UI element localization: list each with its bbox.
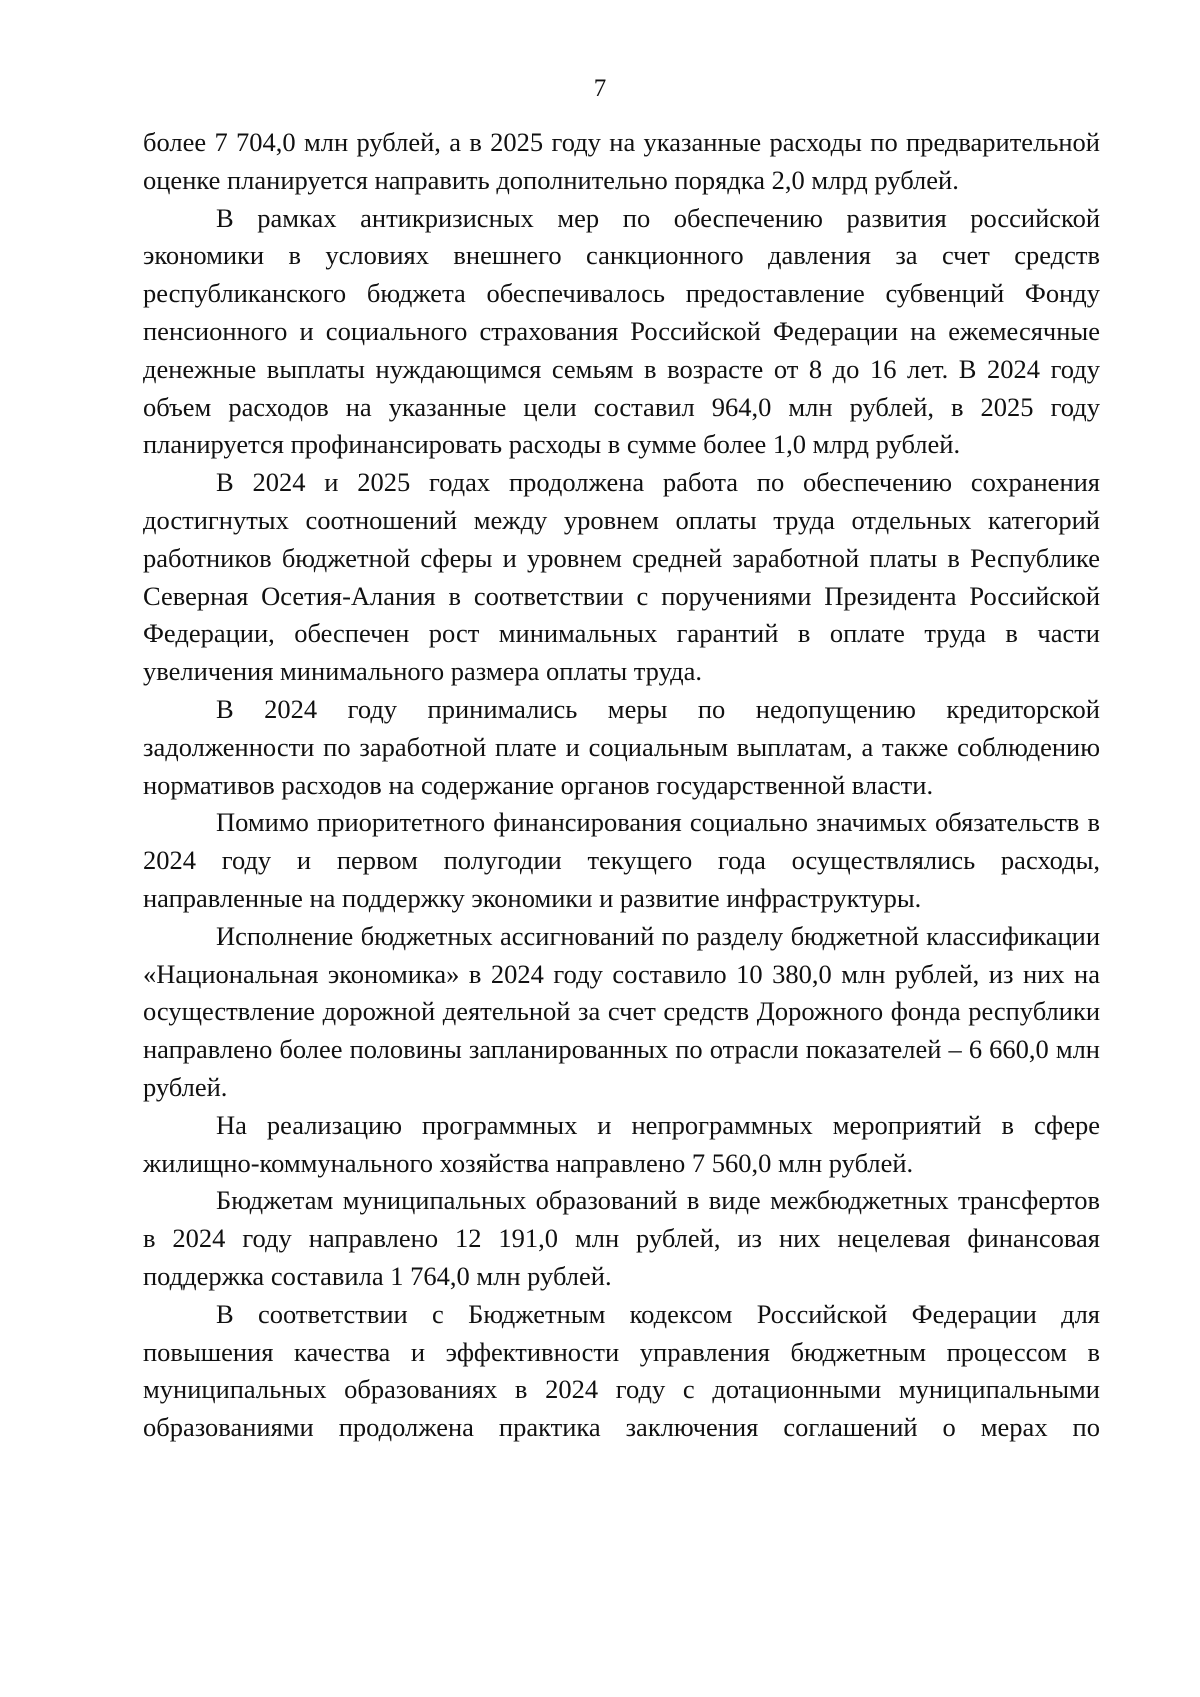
body-text [143,124,1100,1447]
page-number: 7 [593,75,607,102]
paragraph-national-economy: Исполнение бюджетных ассигнований по разделу бюджетной классификации «Национальная экономика» в 2024 году составило 10 380,0 млн рублей, из них на осуществление дорожной деятельной за счет средств Дорожного фонда республики направлено более половины запланированных по отрасли показателей – 6 660,0 млн рублей. [143,920,1100,1102]
paragraph-debt-prevention: В 2024 году принимались меры по недопущению кредиторской задолженности по заработной плате и социальным выплатам, а также соблюдению нормативов расходов на содержание органов государственной власти. [143,693,1100,800]
paragraph-economy-support: Помимо приоритетного финансирования социально значимых обязательств в 2024 году и первом полугодии текущего года осуществлялись расходы, направленные на поддержку экономики и развитие инфраструктуры. [143,807,1100,913]
paragraph-wage-ratios: В 2024 и 2025 годах продолжена работа по обеспечению сохранения достигнутых соотношений между уровнем оплаты труда отдельных категорий работников бюджетной сферы и уровнем средней заработной платы в Республике Северная Осетия-Алания в соответствии с поручениями Президента Российской Федерации, обеспечен рост минимальных гарантий в оплате труда в части увеличения минимального размера оплаты труда. [143,467,1100,687]
paragraph-anticrisis-measures: В рамках антикризисных мер по обеспечению развития российской экономики в условиях внешнего санкционного давления за счет средств республиканского бюджета обеспечивалось предоставление субвенций Фонду пенсионного и социального страхования Российской Федерации на ежемесячные денежные выплаты нуждающимся семьям в возрасте от 8 до 16 лет. В 2024 году объем расходов на указанные цели составил 964,0 млн рублей, в 2025 году планируется профинансировать расходы в сумме более 1,0 млрд рублей. [143,202,1100,460]
paragraph-housing-utilities: На реализацию программных и непрограммных мероприятий в сфере жилищно-коммунального хозяйства направлено 7 560,0 млн рублей. [143,1109,1100,1178]
paragraph-municipal-transfers: Бюджетам муниципальных образований в виде межбюджетных трансфертов в 2024 году направлено 12 191,0 млн рублей, из них нецелевая финансовая поддержка составила 1 764,0 млн рублей. [143,1185,1100,1291]
paragraph-budget-code: В соответствии с Бюджетным кодексом Российской Федерации для повышения качества и эффективности управления бюджетным процессом в муниципальных образованиях в 2024 году с дотационными муниципальными образованиями продолжена практика заключения соглашений о мерах по [143,1298,1100,1443]
paragraph-continuation: более 7 704,0 млн рублей, а в 2025 году на указанные расходы по предварительной оценке планируется направить дополнительно порядка 2,0 млрд рублей. [143,127,1100,195]
